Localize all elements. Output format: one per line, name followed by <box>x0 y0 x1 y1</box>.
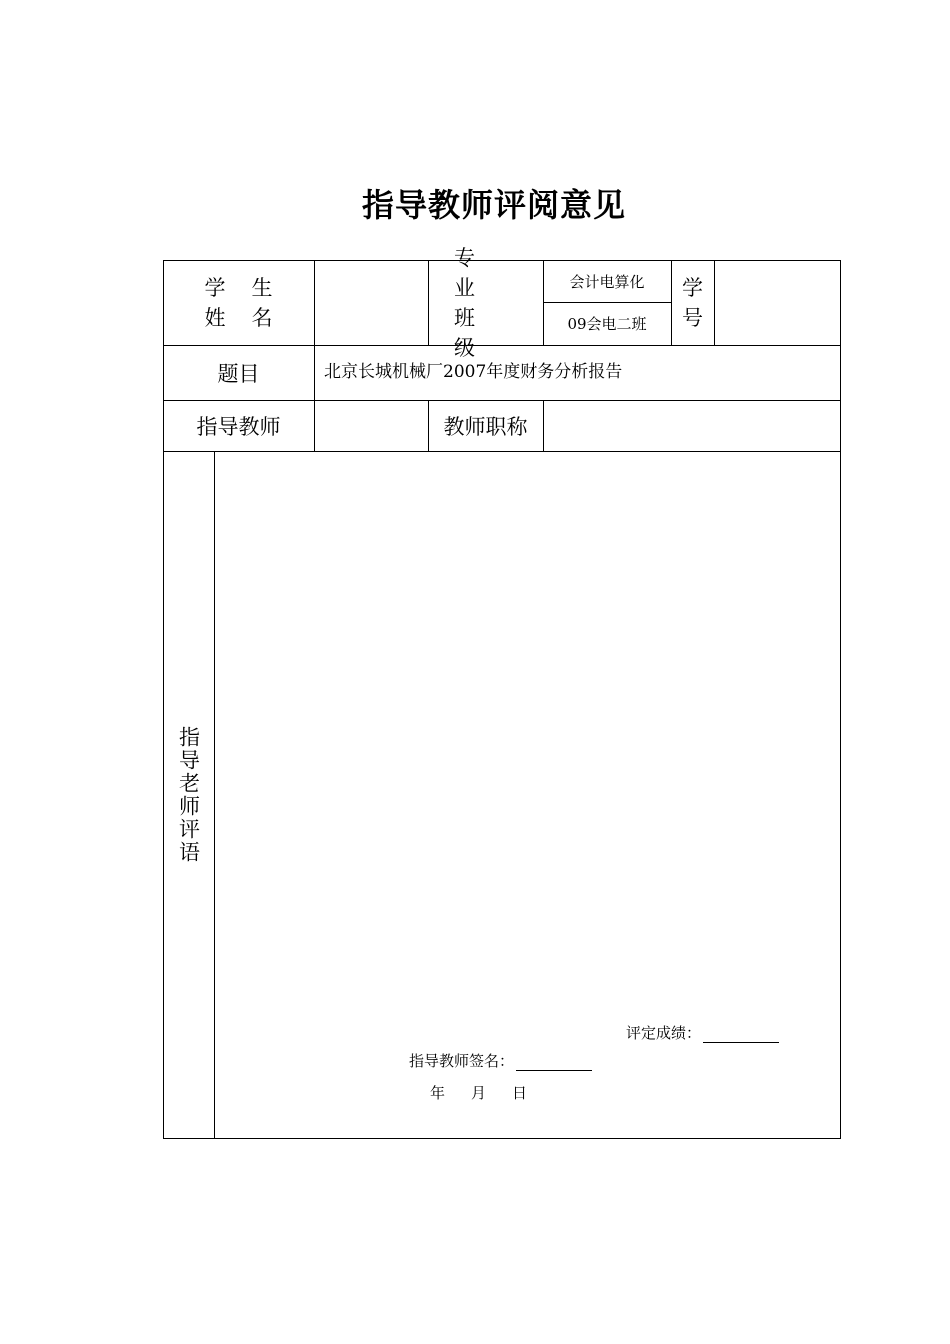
date-month: 月 <box>471 1084 487 1102</box>
topic-field[interactable]: 北京长城机械厂2007年度财务分析报告 <box>324 362 623 382</box>
table-border-bottom <box>163 1138 841 1139</box>
major-value[interactable]: 会计电算化 <box>569 272 645 291</box>
evaluation-form <box>163 245 841 1139</box>
signature-input[interactable] <box>516 1056 592 1071</box>
date-row <box>430 1082 553 1103</box>
signature-row <box>409 1050 592 1071</box>
class-label: 班级 <box>454 305 501 360</box>
comments-field[interactable] <box>214 451 840 991</box>
grade-row <box>626 1022 779 1043</box>
table-border-right <box>840 260 841 1139</box>
advisor-title-field[interactable] <box>543 400 840 451</box>
comments-label-cell <box>163 451 214 1139</box>
student-name-label <box>163 260 314 345</box>
student-id-field[interactable] <box>714 260 840 345</box>
major-class-label <box>428 245 543 360</box>
topic-label: 题目 <box>217 361 260 386</box>
date-year: 年 <box>430 1084 446 1102</box>
student-name-field[interactable] <box>314 260 428 345</box>
advisor-label: 指导教师 <box>196 414 281 439</box>
student-id-label-line1: 学 <box>682 275 703 300</box>
signature-label: 指导教师签名： <box>409 1052 515 1070</box>
class-value[interactable]: 09会电二班 <box>567 315 647 333</box>
page-title: 指导教师评阅意见 <box>361 186 626 224</box>
student-id-label-line2: 号 <box>682 305 703 330</box>
date-day: 日 <box>512 1084 528 1102</box>
advisor-title-label: 教师职称 <box>443 414 528 439</box>
advisor-field[interactable] <box>314 400 428 451</box>
student-name-label-line2: 姓名 <box>204 305 299 330</box>
grade-input[interactable] <box>703 1028 779 1043</box>
student-name-label-line1: 学生 <box>204 275 299 300</box>
major-label: 专业 <box>454 245 501 300</box>
grade-label: 评定成绩： <box>626 1024 702 1042</box>
comments-label: 指导老师评语 <box>176 726 201 864</box>
student-id-label <box>671 260 714 345</box>
